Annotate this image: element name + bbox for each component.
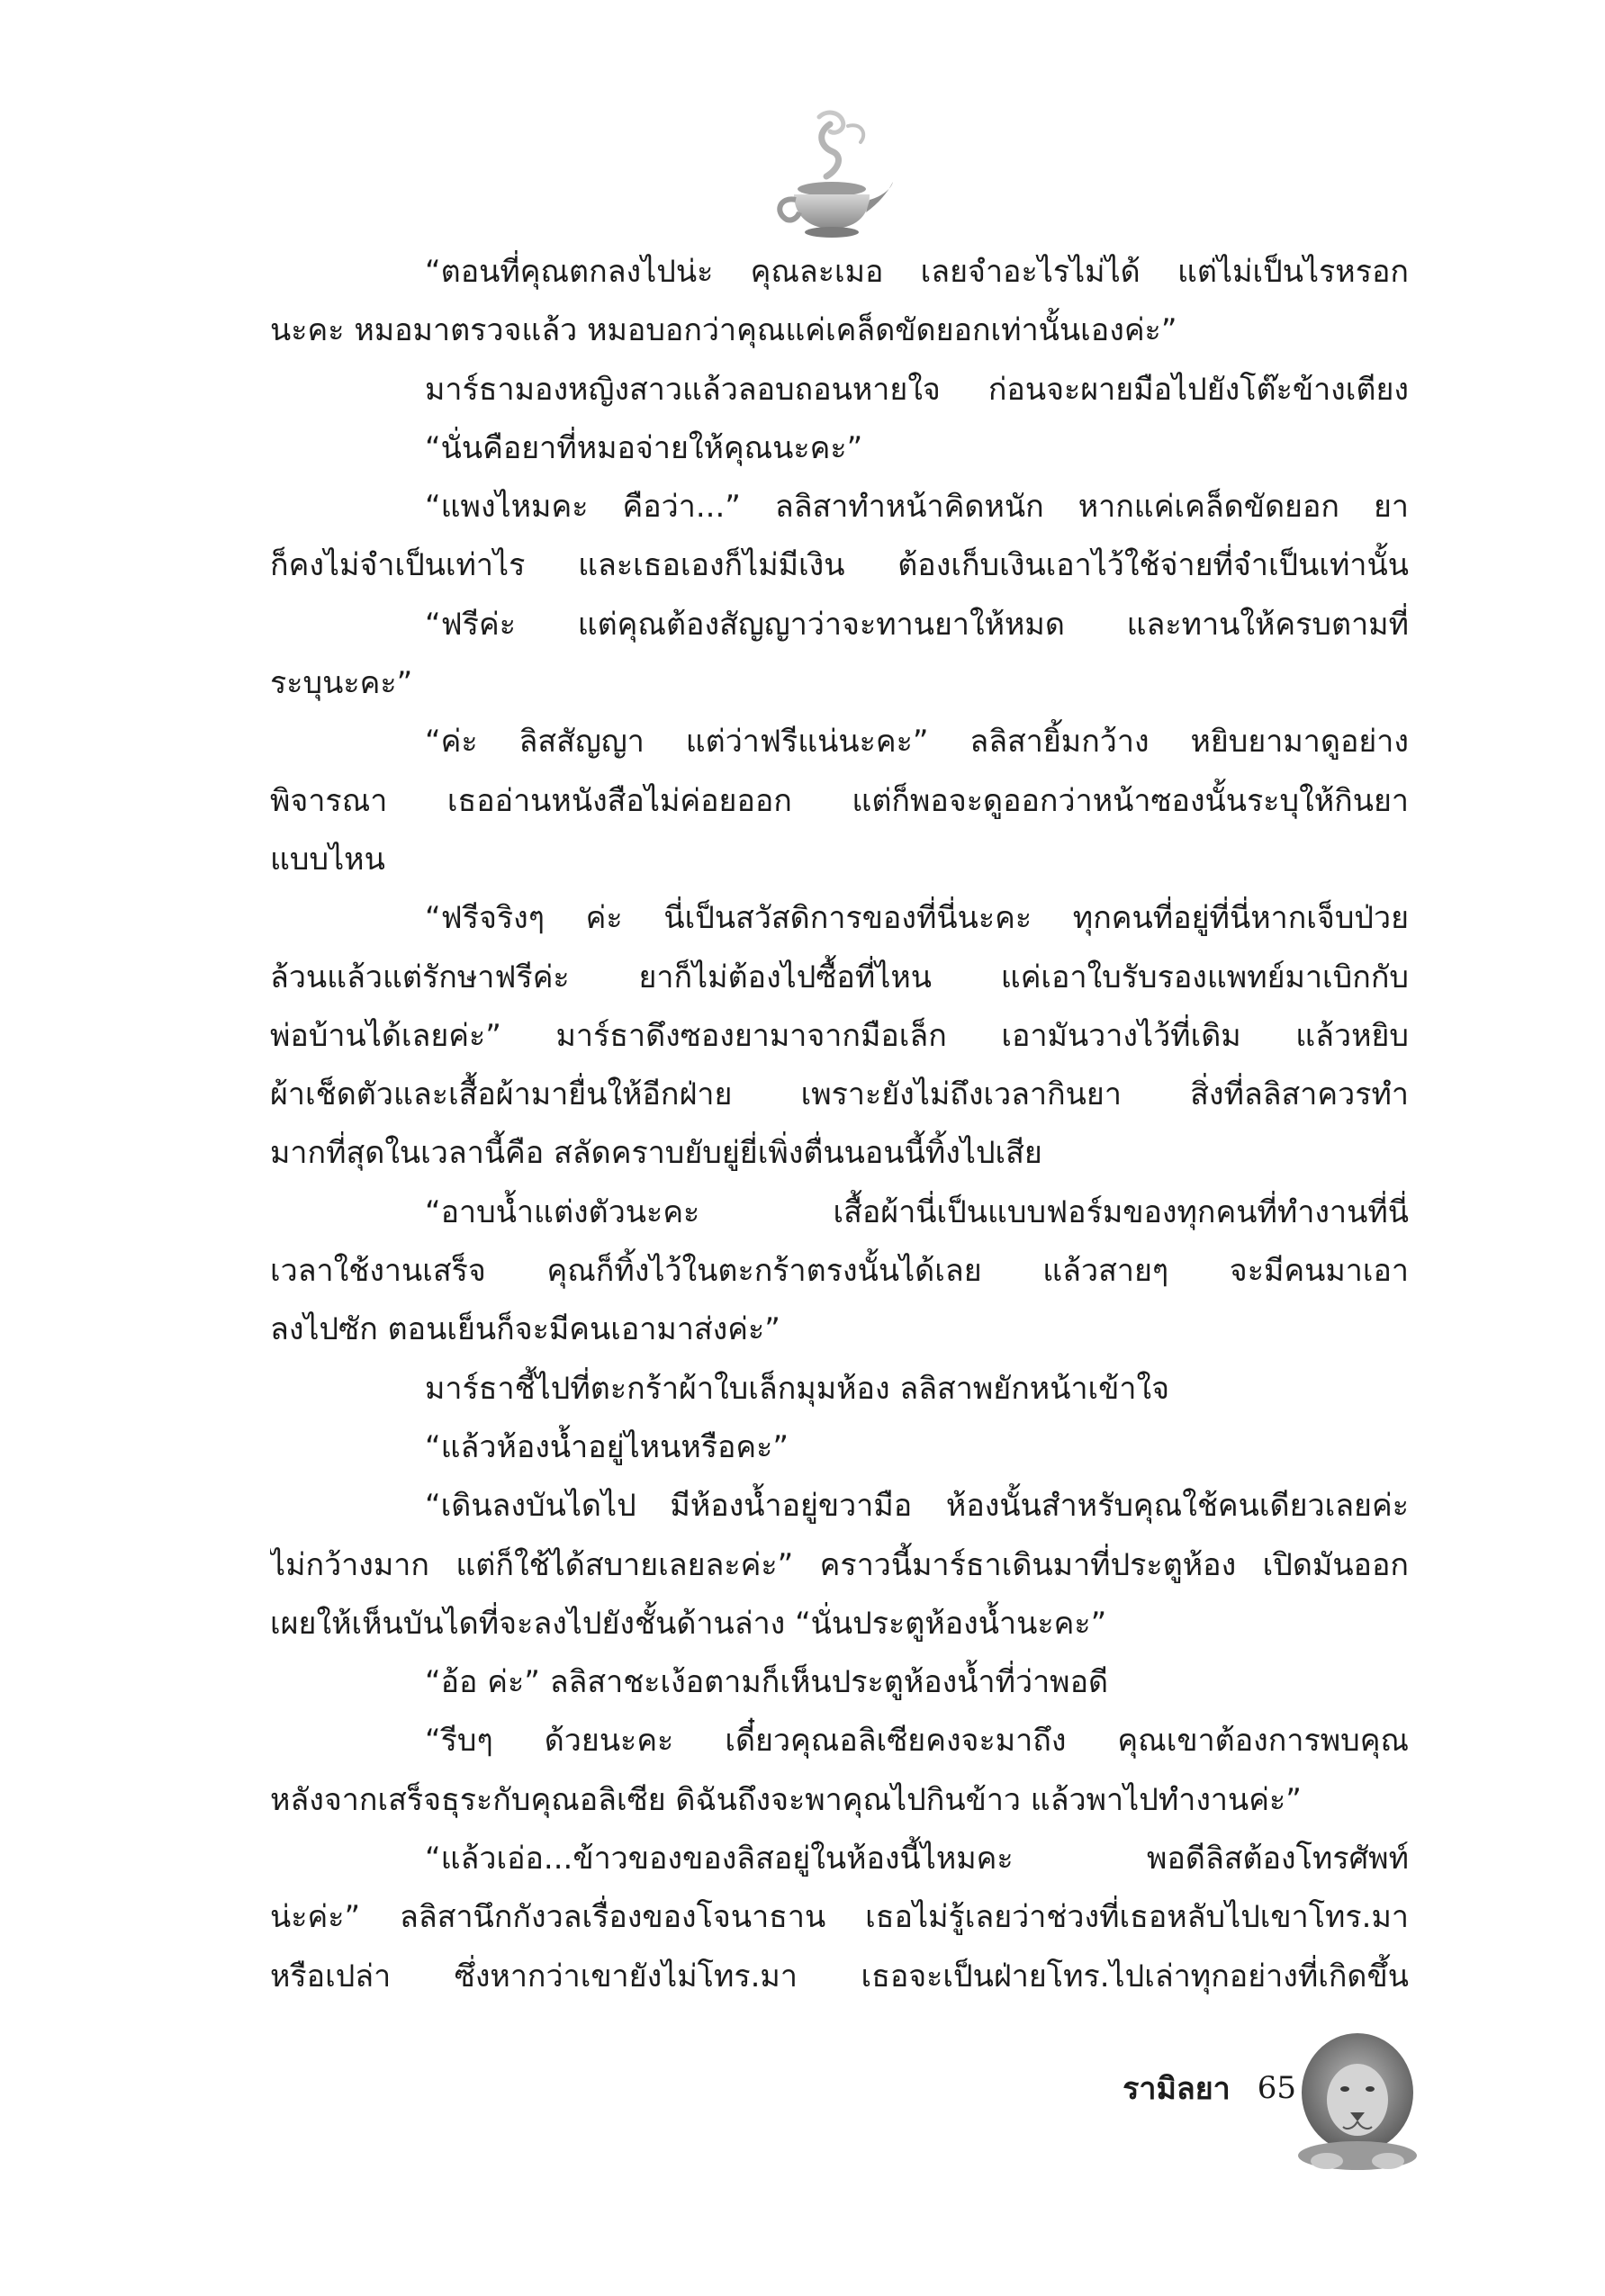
text-line: “แพงไหมคะ คือว่า...” ลลิสาทำหน้าคิดหนัก หากแค่เคล็ดขัดยอก ยา [425, 489, 1409, 526]
page-number: 65 [1257, 2070, 1296, 2106]
text-line: “อาบน้ำแต่งตัวนะคะ เสื้อผ้านี่เป็นแบบฟอร์มของทุกคนที่ทำงานที่นี่ [425, 1193, 1409, 1230]
text-line: ไม่กว้างมาก แต่ก็ใช้ได้สบายเลยละค่ะ” คราวนี้มาร์ธาเดินมาที่ประตูห้อง เปิดมันออก [270, 1546, 1409, 1583]
text-line: มากที่สุดในเวลานี้คือ สลัดคราบยับยู่ยี่เพิ่งตื่นนอนนี้ทิ้งไปเสีย [270, 1135, 1042, 1172]
text-line: ผ้าเช็ดตัวและเสื้อผ้ามายื่นให้อีกฝ่าย เพราะยังไม่ถึงเวลากินยา สิ่งที่ลลิสาควรทำ [270, 1076, 1409, 1113]
magic-lamp-icon [767, 106, 893, 241]
page-footer [1062, 2061, 1296, 2115]
text-line: เผยให้เห็นบันไดที่จะลงไปยังชั้นด้านล่าง “นั่นประตูห้องน้ำนะคะ” [270, 1605, 1107, 1642]
text-line: น่ะค่ะ” ลลิสานึกกังวลเรื่องของโจนาธาน เธอไม่รู้เลยว่าช่วงที่เธอหลับไปเขาโทร.มา [270, 1899, 1409, 1936]
text-line: ลงไปซัก ตอนเย็นก็จะมีคนเอามาส่งค่ะ” [270, 1311, 780, 1348]
lion-icon [1294, 2030, 1420, 2174]
running-title: รามิลยา [1123, 2071, 1231, 2107]
text-line: “เดินลงบันไดไป มีห้องน้ำอยู่ขวามือ ห้องนั้นสำหรับคุณใช้คนเดียวเลยค่ะ [425, 1488, 1409, 1525]
text-line: แบบไหน [270, 841, 385, 878]
text-line: “ฟรีค่ะ แต่คุณต้องสัญญาว่าจะทานยาให้หมด และทานให้ครบตามที่ [425, 606, 1409, 643]
text-line: ล้วนแล้วแต่รักษาฟรีค่ะ ยาก็ไม่ต้องไปซื้อที่ไหน แค่เอาใบรับรองแพทย์มาเบิกกับ [270, 959, 1409, 995]
text-line: ก็คงไม่จำเป็นเท่าไร และเธอเองก็ไม่มีเงิน ต้องเก็บเงินเอาไว้ใช้จ่ายที่จำเป็นเท่านั้น [270, 547, 1409, 584]
text-line: “แล้วห้องน้ำอยู่ไหนหรือคะ” [425, 1428, 789, 1465]
text-line: “ฟรีจริงๆ ค่ะ นี่เป็นสวัสดิการของที่นี่นะคะ ทุกคนที่อยู่ที่นี่หากเจ็บป่วย [425, 900, 1409, 937]
text-line: “แล้วเอ่อ...ข้าวของของลิสอยู่ในห้องนี้ไหมคะ พอดีลิสต้องโทรศัพท์ [425, 1841, 1409, 1877]
text-line: “นั่นคือยาที่หมอจ่ายให้คุณนะคะ” [425, 429, 863, 466]
text-line: “ค่ะ ลิสสัญญา แต่ว่าฟรีแน่นะคะ” ลลิสายิ้มกว้าง หยิบยามาดูอย่าง [425, 724, 1409, 761]
text-line: “ตอนที่คุณตกลงไปน่ะ คุณละเมอ เลยจำอะไรไม่ได้ แต่ไม่เป็นไรหรอก [425, 254, 1409, 290]
text-line: นะคะ หมอมาตรวจแล้ว หมอบอกว่าคุณแค่เคล็ดขัดยอกเท่านั้นเองค่ะ” [270, 312, 1177, 349]
text-line: ระบุนะคะ” [270, 665, 413, 702]
text-line: มาร์ธามองหญิงสาวแล้วลอบถอนหายใจ ก่อนจะผายมือไปยังโต๊ะข้างเตียง [425, 371, 1409, 408]
text-line: “อ้อ ค่ะ” ลลิสาชะเง้อตามก็เห็นประตูห้องน้ำที่ว่าพอดี [425, 1664, 1109, 1701]
text-line: พ่อบ้านได้เลยค่ะ” มาร์ธาดึงซองยามาจากมือเล็ก เอามันวางไว้ที่เดิม แล้วหยิบ [270, 1017, 1409, 1054]
text-line: หลังจากเสร็จธุระกับคุณอลิเซีย ดิฉันถึงจะพาคุณไปกินข้าว แล้วพาไปทำงานค่ะ” [270, 1781, 1302, 1818]
text-line: มาร์ธาชี้ไปที่ตะกร้าผ้าใบเล็กมุมห้อง ลลิสาพยักหน้าเข้าใจ [425, 1370, 1170, 1407]
text-line: พิจารณา เธออ่านหนังสือไม่ค่อยออก แต่ก็พอจะดูออกว่าหน้าซองนั้นระบุให้กินยา [270, 782, 1409, 819]
text-line: เวลาใช้งานเสร็จ คุณก็ทิ้งไว้ในตะกร้าตรงนั้นได้เลย แล้วสายๆ จะมีคนมาเอา [270, 1253, 1409, 1290]
text-line: “รีบๆ ด้วยนะคะ เดี๋ยวคุณอลิเซียคงจะมาถึง คุณเขาต้องการพบคุณ [425, 1723, 1409, 1760]
body-text [270, 243, 1409, 2006]
text-line: หรือเปล่า ซึ่งหากว่าเขายังไม่โทร.มา เธอจะเป็นฝ่ายโทร.ไปเล่าทุกอย่างที่เกิดขึ้น [270, 1958, 1409, 1994]
